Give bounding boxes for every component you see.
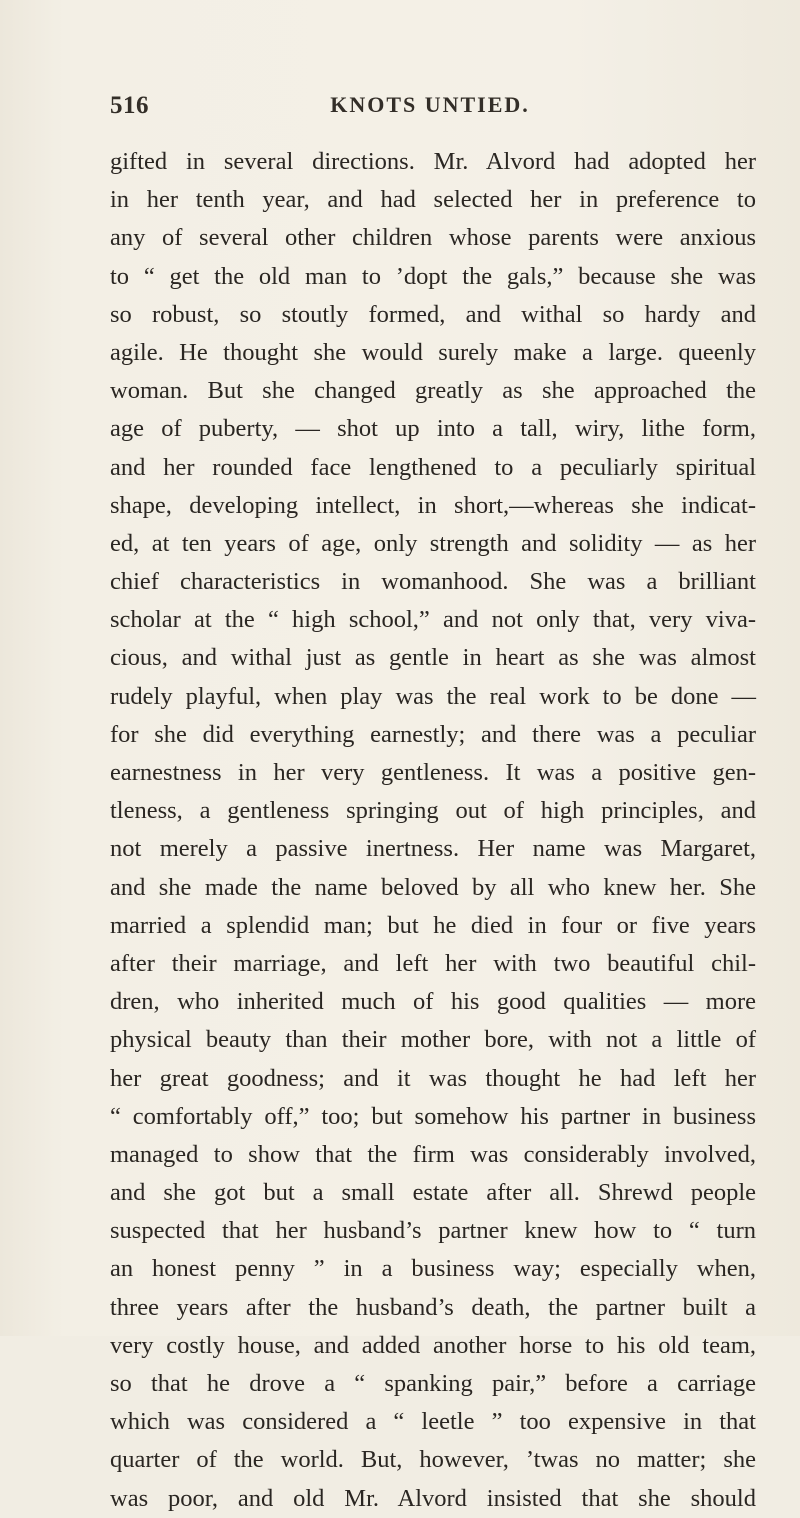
text-line: agile. He thought she would surely make a large. queenly	[110, 338, 756, 366]
text-line: scholar at the “ high school,” and not only that, very viva-	[110, 606, 756, 634]
text-line: dren, who inherited much of his good qualities — more	[110, 988, 756, 1016]
text-line: suspected that her husband’s partner knew how to “ turn	[110, 1217, 756, 1245]
text-line: earnestness in her very gentleness. It was a positive gen-	[110, 759, 756, 786]
text-line: chief characteristics in womanhood. She was a brilliant	[110, 568, 756, 596]
text-line: and she got but a small estate after all. Shrewd people	[110, 1179, 756, 1207]
text-line: and her rounded face lengthened to a peculiarly spiritual	[110, 453, 756, 481]
text-line: three years after the husband’s death, the partner built a	[110, 1293, 756, 1321]
text-line: so that he drove a “ spanking pair,” before a carriage	[110, 1370, 756, 1397]
text-line: “ comfortably off,” too; but somehow his partner in business	[110, 1102, 756, 1130]
text-line: was poor, and old Mr. Alvord insisted that she should	[110, 1484, 756, 1512]
page-number: 516	[110, 92, 149, 119]
text-line: ed, at ten years of age, only strength and solidity — as her	[110, 529, 756, 557]
text-line: to “ get the old man to ’dopt the gals,” because she was	[110, 262, 756, 290]
text-line: very costly house, and added another horse to his old team,	[110, 1331, 756, 1359]
text-line: tleness, a gentleness springing out of high principles, and	[110, 797, 756, 825]
running-title: KNOTS UNTIED.	[330, 92, 530, 117]
running-head	[110, 92, 750, 122]
text-line: gifted in several directions. Mr. Alvord had adopted her	[110, 148, 756, 175]
text-line: in her tenth year, and had selected her in preference to	[110, 186, 756, 214]
text-line: age of puberty, — shot up into a tall, wiry, lithe form,	[110, 415, 756, 443]
text-line: an honest penny ” in a business way; especially when,	[110, 1255, 756, 1283]
text-line: so robust, so stoutly formed, and withal so hardy and	[110, 300, 756, 328]
text-line: her great goodness; and it was thought he had left her	[110, 1064, 756, 1092]
text-line: physical beauty than their mother bore, with not a little of	[110, 1026, 756, 1054]
text-line: any of several other children whose parents were anxious	[110, 224, 756, 252]
text-line: after their marriage, and left her with two beautiful chil-	[110, 949, 756, 977]
text-line: and she made the name beloved by all who knew her. She	[110, 873, 756, 901]
text-line: not merely a passive inertness. Her name was Margaret,	[110, 835, 756, 863]
text-line: quarter of the world. But, however, ’twas no matter; she	[110, 1446, 756, 1474]
text-line: for she did everything earnestly; and there was a peculiar	[110, 720, 756, 748]
body-text	[110, 143, 756, 1518]
text-line: married a splendid man; but he died in four or five years	[110, 911, 756, 939]
text-line: woman. But she changed greatly as she approached the	[110, 377, 756, 405]
text-line: shape, developing intellect, in short,—whereas she indicat-	[110, 491, 756, 519]
text-line: which was considered a “ leetle ” too expensive in that	[110, 1408, 756, 1436]
text-line: cious, and withal just as gentle in heart as she was almost	[110, 644, 756, 672]
text-line: rudely playful, when play was the real work to be done —	[110, 682, 756, 710]
text-line: managed to show that the firm was considerably involved,	[110, 1140, 756, 1168]
